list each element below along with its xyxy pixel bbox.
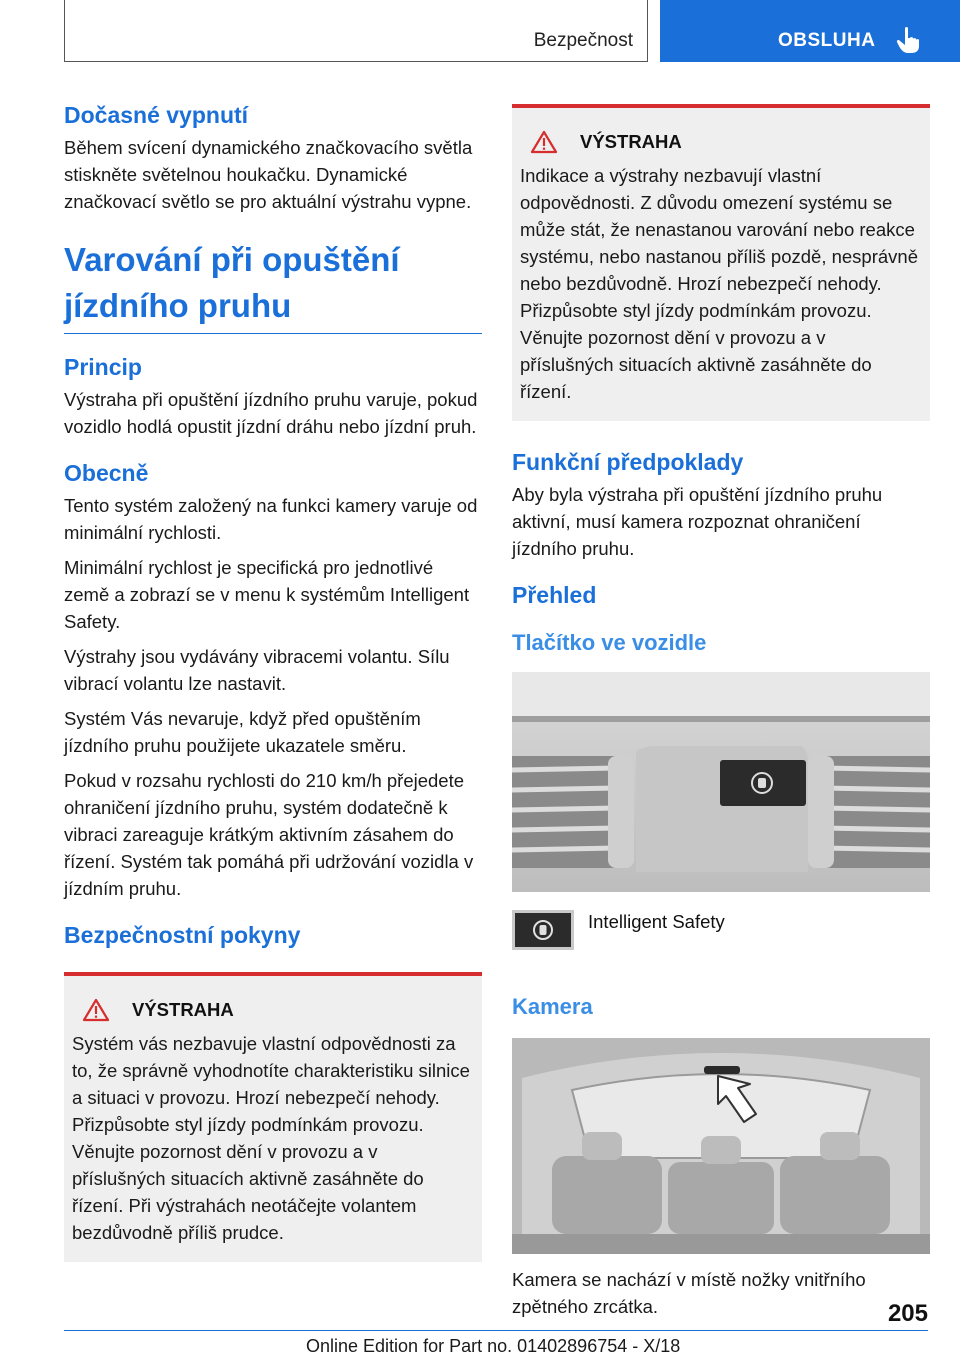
button-legend-caption: Intelligent Safety xyxy=(588,911,725,932)
footer-edition: Online Edition for Part no. 01402896754 - X/18 xyxy=(306,1336,681,1356)
heading-kamera: Kamera xyxy=(512,994,593,1019)
page-number: 205 xyxy=(887,1300,928,1327)
warning-title-left xyxy=(72,998,474,1022)
warning-triangle-icon xyxy=(82,998,110,1022)
paragraph-princip: Výstraha při opuštění jízdního pruhu varuje, pokud vozidlo hodlá opustit jízdní dráhu nebo jízdní pruh. xyxy=(64,389,478,437)
heading-bezpecnostni-pokyny: Bezpečnostní pokyny xyxy=(64,922,301,948)
header-chapter-tab[interactable] xyxy=(660,0,960,62)
warning-text-right: Indikace a výstrahy nezbavují vlastní odpovědnosti. Z důvodu omezení systému se může stát, že nenastanou varování nebo reakce systému, nebo nastanou příliš pozdě, nesprávně nebo bezdůvodně. Hrozí nebezpečí nehody. Přizpůsobte styl jízdy podmínkám provozu. Věnujte pozornost dění v provozu a v příslušných situacích aktivně zasáhněte do řízení. xyxy=(520,165,918,402)
warning-text-left: Systém vás nezbavuje vlastní odpovědnosti za to, že správně vyhodnotíte charakteristiku silnice a situaci v provozu. Hrozí nebezpečí nehody. Přizpůsobte styl jízdy podmínkám provozu. Věnujte pozornost dění v provozu a v příslušných situacích aktivně zasáhněte do řízení. Při výstrahách neotáčejte volantem bezdůvodně příliš prudce. xyxy=(72,1033,470,1243)
dashboard-button-photo xyxy=(512,672,930,892)
warning-triangle-icon xyxy=(530,130,558,154)
heading-funkcni-predpoklady: Funkční předpoklady xyxy=(512,449,744,475)
warning-box-left xyxy=(64,972,482,1262)
paragraph-docasne-vypnuti: Během svícení dynamického značkovacího světla stiskněte světelnou houkačku. Dynamické značkovací světlo se pro aktuální výstrahu vypne. xyxy=(64,137,473,212)
warning-title-right xyxy=(520,130,922,154)
paragraph-obecne-5: Pokud v rozsahu rychlosti do 210 km/h přejedete ohraničení jízdního pruhu, systém dodatečně k vibraci zareaguje krátkým aktivním zásahem do řízení. Systém tak pomáhá při udržování vozidla v jízdním pruhu. xyxy=(64,770,474,899)
heading-tlacitko-ve-vozidle: Tlačítko ve vozidle xyxy=(512,630,707,655)
button-legend-row xyxy=(512,910,930,950)
heading-varovani: Varování při opuštění jízdního pruhu xyxy=(64,237,482,334)
paragraph-obecne-4: Systém Vás nevaruje, když před opuštěním jízdního pruhu použijete ukazatele směru. xyxy=(64,708,421,756)
camera-location-photo xyxy=(512,1038,930,1254)
heading-docasne-vypnuti: Dočasné vypnutí xyxy=(64,102,249,128)
footer-divider xyxy=(64,1330,928,1331)
heading-princip: Princip xyxy=(64,354,142,380)
warning-title-text-right: VÝSTRAHA xyxy=(580,131,682,152)
warning-title-text-left: VÝSTRAHA xyxy=(132,999,234,1020)
header-section-title: Bezpečnost xyxy=(533,30,633,51)
header-chapter-label: OBSLUHA xyxy=(778,30,876,51)
pointing-hand-icon xyxy=(896,26,922,54)
right-column xyxy=(512,104,930,1328)
left-column xyxy=(64,100,482,1262)
paragraph-funkcni-predpoklady: Aby byla výstraha při opuštění jízdního pruhu aktivní, musí kamera rozpoznat ohraničení jízdního pruhu. xyxy=(512,484,883,559)
heading-prehled: Přehled xyxy=(512,582,597,608)
heading-obecne: Obecně xyxy=(64,460,149,486)
lane-assist-icon xyxy=(512,910,574,950)
paragraph-kamera: Kamera se nachází v místě nožky vnitřního zpětného zrcátka. xyxy=(512,1269,866,1317)
warning-box-right xyxy=(512,104,930,421)
paragraph-obecne-1: Tento systém založený na funkci kamery varuje od minimální rychlosti. xyxy=(64,495,478,543)
paragraph-obecne-2: Minimální rychlost je specifická pro jednotlivé země a zobrazí se v menu k systémům Intelligent Safety. xyxy=(64,557,470,632)
header-section-box xyxy=(64,0,648,62)
paragraph-obecne-3: Výstrahy jsou vydávány vibracemi volantu. Sílu vibrací volantu lze nastavit. xyxy=(64,646,450,694)
